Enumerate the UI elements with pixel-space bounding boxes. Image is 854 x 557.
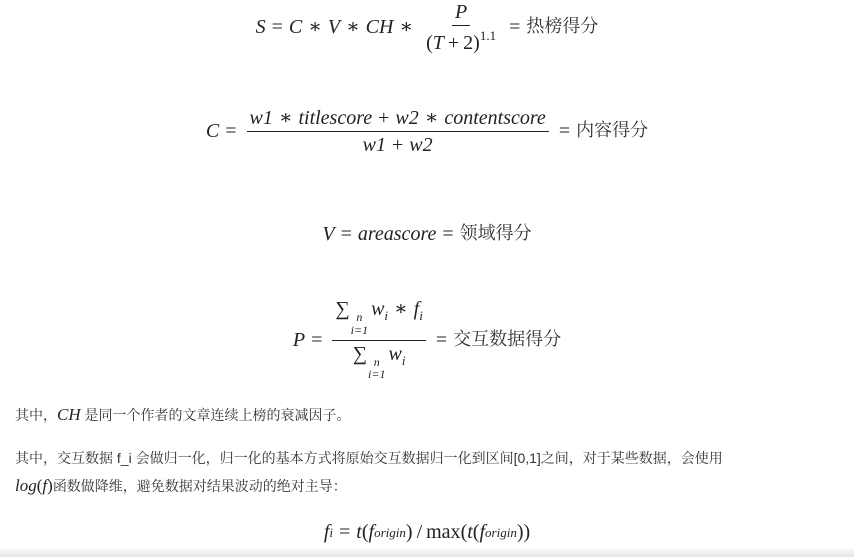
eq-v-rhs: areascore <box>357 223 437 245</box>
eq-v-label: 领域得分 <box>459 223 532 244</box>
eq-c-denominator: w1 + w2 <box>362 133 433 156</box>
eq-p-label: 交互数据得分 <box>453 329 562 350</box>
paragraph-ch-note <box>15 401 840 429</box>
eq-s-equals: = <box>271 16 283 38</box>
eq-f-t1: t <box>356 521 362 543</box>
eq-s-denominator: $(T + 2)^{1.1}$ <box>426 27 497 54</box>
p2-line2: 函数做降维，避免数据对结果波动的绝对主导： <box>52 478 347 494</box>
eq-f-equals: = <box>339 521 351 543</box>
eq-s-fraction <box>423 2 499 53</box>
eq-f-origin1: origin <box>374 524 406 540</box>
eq-c-equals2: = <box>558 120 571 142</box>
eq-c-equals: = <box>225 120 237 142</box>
eq-s-exponent: 1.1 <box>479 27 497 43</box>
eq-p-equals: = <box>311 329 323 351</box>
eq-s-ch: CH <box>365 16 394 38</box>
eq-f-lhs-sub: i <box>329 524 334 540</box>
eq-s-equals2: = <box>509 16 521 38</box>
p1-prefix: 其中， <box>15 407 57 423</box>
eq-f-origin2: origin <box>485 524 517 540</box>
equation-area-score <box>0 222 854 246</box>
eq-c-lhs: C <box>205 120 220 142</box>
eq-p-fraction <box>332 299 425 380</box>
eq-c-label: 内容得分 <box>576 120 649 141</box>
eq-s-label: 热榜得分 <box>526 16 599 37</box>
eq-p-den-sum-symbol: ∑ <box>352 342 368 365</box>
eq-p-equals2: = <box>435 329 448 351</box>
bottom-edge-shadow <box>0 547 854 557</box>
eq-p-numerator: ∑ n i=1 $w_i$ ∗ $f_i$ <box>332 299 425 340</box>
eq-f-lhs: f <box>323 521 330 543</box>
equation-content-score <box>0 108 854 154</box>
eq-v-equals: = <box>340 223 352 245</box>
eq-s-numerator: P <box>452 2 470 26</box>
eq-c-fraction <box>247 108 549 155</box>
eq-p-denominator: ∑ n i=1 $w_i$ <box>352 342 406 382</box>
p1-suffix: 是同一个作者的文章连续上榜的衰减因子。 <box>80 407 351 423</box>
equation-normalization: f i = t ( f origin ) / max ( t ( f origin ) ) <box>323 521 531 543</box>
eq-v-lhs: V <box>322 223 335 245</box>
eq-s-lhs: S <box>255 16 266 38</box>
eq-f-max: max <box>426 521 461 543</box>
eq-c-numerator: w1 ∗ titlescore + w2 ∗ contentscore <box>247 108 549 132</box>
paragraph-normalization <box>15 444 840 500</box>
eq-p-sum-symbol: ∑ <box>335 298 350 321</box>
eq-v-equals2: = <box>442 223 454 245</box>
p2-math-log: log(f) <box>15 476 53 495</box>
eq-s-c: C <box>288 16 303 38</box>
eq-f-slash: / <box>416 521 423 543</box>
equation-hot-score <box>0 0 854 54</box>
p1-math-ch: CH <box>57 405 81 424</box>
eq-s-star1: ∗ <box>308 16 322 38</box>
p2-line1: 其中，交互数据 f_i 会做归一化，归一化的基本方式将原始交互数据归一化到区间[0,1]之间，对于某些数据，会使用 <box>15 450 723 466</box>
equation-interaction-score <box>0 298 854 382</box>
eq-s-star2: ∗ <box>346 16 360 38</box>
eq-s-v: V <box>327 16 341 38</box>
eq-s-star3: ∗ <box>399 16 414 38</box>
eq-p-lhs: P <box>292 329 306 351</box>
